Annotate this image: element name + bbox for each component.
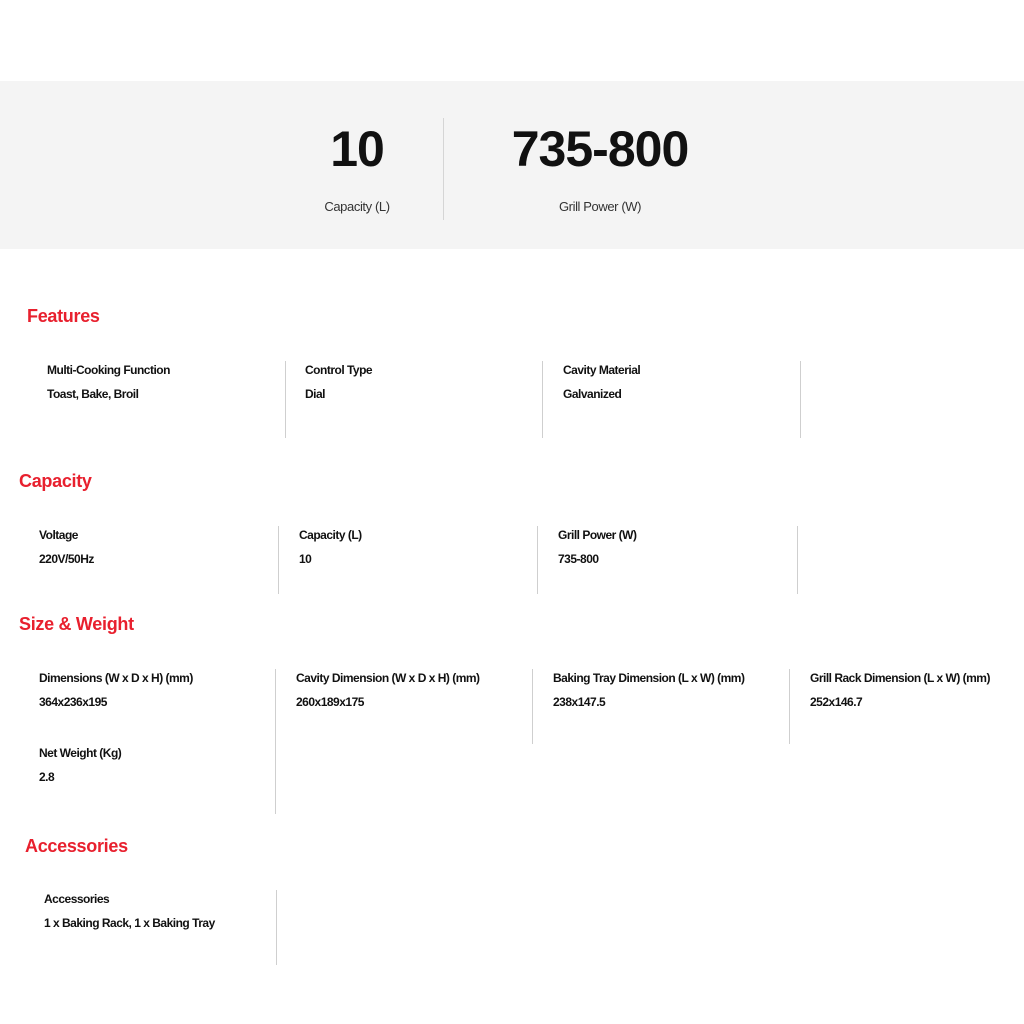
column-divider: [275, 669, 276, 814]
hero-stat-label: Grill Power (W): [558, 199, 642, 214]
hero-stat-value: 10: [330, 121, 384, 177]
spec-label: Baking Tray Dimension (L x W) (mm): [553, 671, 745, 685]
column-divider: [797, 526, 798, 594]
spec-label: Grill Power (W): [558, 528, 637, 542]
column-divider: [276, 890, 277, 965]
spec-value: 2.8: [39, 770, 55, 784]
spec-value: Galvanized: [563, 387, 622, 401]
column-divider: [278, 526, 279, 594]
section-title-capacity: Capacity: [19, 471, 92, 491]
column-divider: [532, 669, 533, 744]
spec-value: 252x146.7: [810, 695, 863, 709]
spec-label: Voltage: [39, 528, 78, 542]
spec-label: Cavity Material: [563, 363, 641, 377]
column-divider: [542, 361, 543, 438]
spec-value: 735-800: [558, 552, 599, 566]
spec-label: Grill Rack Dimension (L x W) (mm): [810, 671, 990, 685]
spec-label: Dimensions (W x D x H) (mm): [39, 671, 193, 685]
column-divider: [789, 669, 790, 744]
spec-label: Net Weight (Kg): [39, 746, 122, 760]
hero-stat-label: Capacity (L): [324, 199, 390, 214]
spec-label: Accessories: [44, 892, 110, 906]
column-divider: [537, 526, 538, 594]
hero-stat-value: 735-800: [511, 121, 689, 177]
column-divider: [800, 361, 801, 438]
spec-value: 238x147.5: [553, 695, 606, 709]
spec-value: 260x189x175: [296, 695, 364, 709]
section-title-features: Features: [27, 306, 100, 326]
spec-value: 220V/50Hz: [39, 552, 94, 566]
spec-label: Capacity (L): [299, 528, 362, 542]
spec-value: Toast, Bake, Broil: [47, 387, 139, 401]
spec-value: Dial: [305, 387, 326, 401]
spec-label: Cavity Dimension (W x D x H) (mm): [296, 671, 480, 685]
spec-value: 1 x Baking Rack, 1 x Baking Tray: [44, 916, 215, 930]
key-specs-banner: [0, 81, 1024, 249]
spec-label: Control Type: [305, 363, 373, 377]
section-title-accessories: Accessories: [25, 836, 128, 856]
section-title-size-weight: Size & Weight: [19, 614, 134, 634]
column-divider: [285, 361, 286, 438]
spec-value: 10: [299, 552, 312, 566]
hero-divider: [443, 118, 444, 220]
spec-label: Multi-Cooking Function: [47, 363, 170, 377]
spec-value: 364x236x195: [39, 695, 107, 709]
